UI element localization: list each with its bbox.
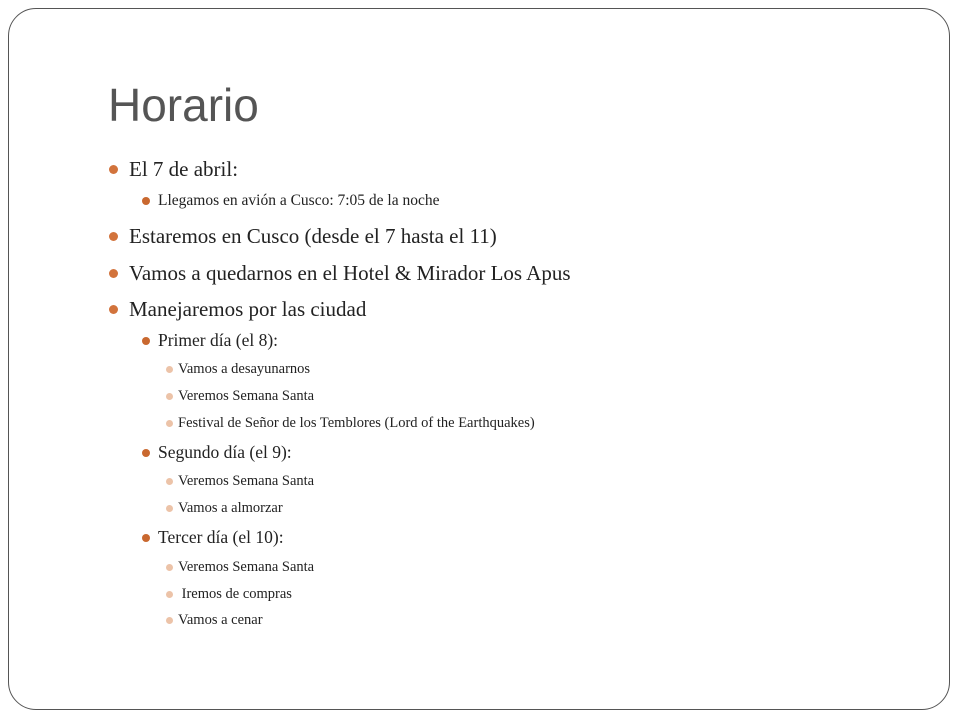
list-item: Llegamos en avión a Cusco: 7:05 de la noche [158,192,440,209]
bullet-icon [109,165,118,174]
bullet-icon [166,564,173,571]
bullet-icon [109,305,118,314]
bullet-icon [166,366,173,373]
list-item: Primer día (el 8): [158,330,279,350]
bullet-icon [142,449,150,457]
bullet-icon [166,591,173,598]
list-item: Festival de Señor de los Temblores (Lord of the Earthquakes) [178,415,535,431]
bullet-icon [166,505,173,512]
list-item: Vamos a quedarnos en el Hotel & Mirador Los Apus [129,261,571,285]
bullet-icon [166,617,173,624]
list-item: Tercer día (el 10): [158,527,284,547]
list-item: Segundo día (el 9): [158,442,292,462]
list-item: Vamos a cenar [178,612,263,628]
list-item: Veremos Semana Santa [178,473,315,489]
bullet-icon [142,534,150,542]
bullet-icon [109,269,118,278]
bullet-icon [142,197,150,205]
list-item: Vamos a almorzar [178,500,283,516]
bullet-icon [166,393,173,400]
bullet-icon [142,337,150,345]
list-item: Veremos Semana Santa [178,559,315,575]
list-item: Vamos a desayunarnos [178,361,311,377]
list-item: El 7 de abril: [129,157,239,181]
bullet-icon [166,478,173,485]
list-item: Iremos de compras [178,586,292,602]
list-item: Estaremos en Cusco (desde el 7 hasta el 11) [129,224,497,248]
list-item: Veremos Semana Santa [178,388,315,404]
bullet-icon [166,420,173,427]
slide-title: Horario [108,79,259,131]
bullet-icon [109,232,118,241]
list-item: Manejaremos por las ciudad [129,297,367,321]
